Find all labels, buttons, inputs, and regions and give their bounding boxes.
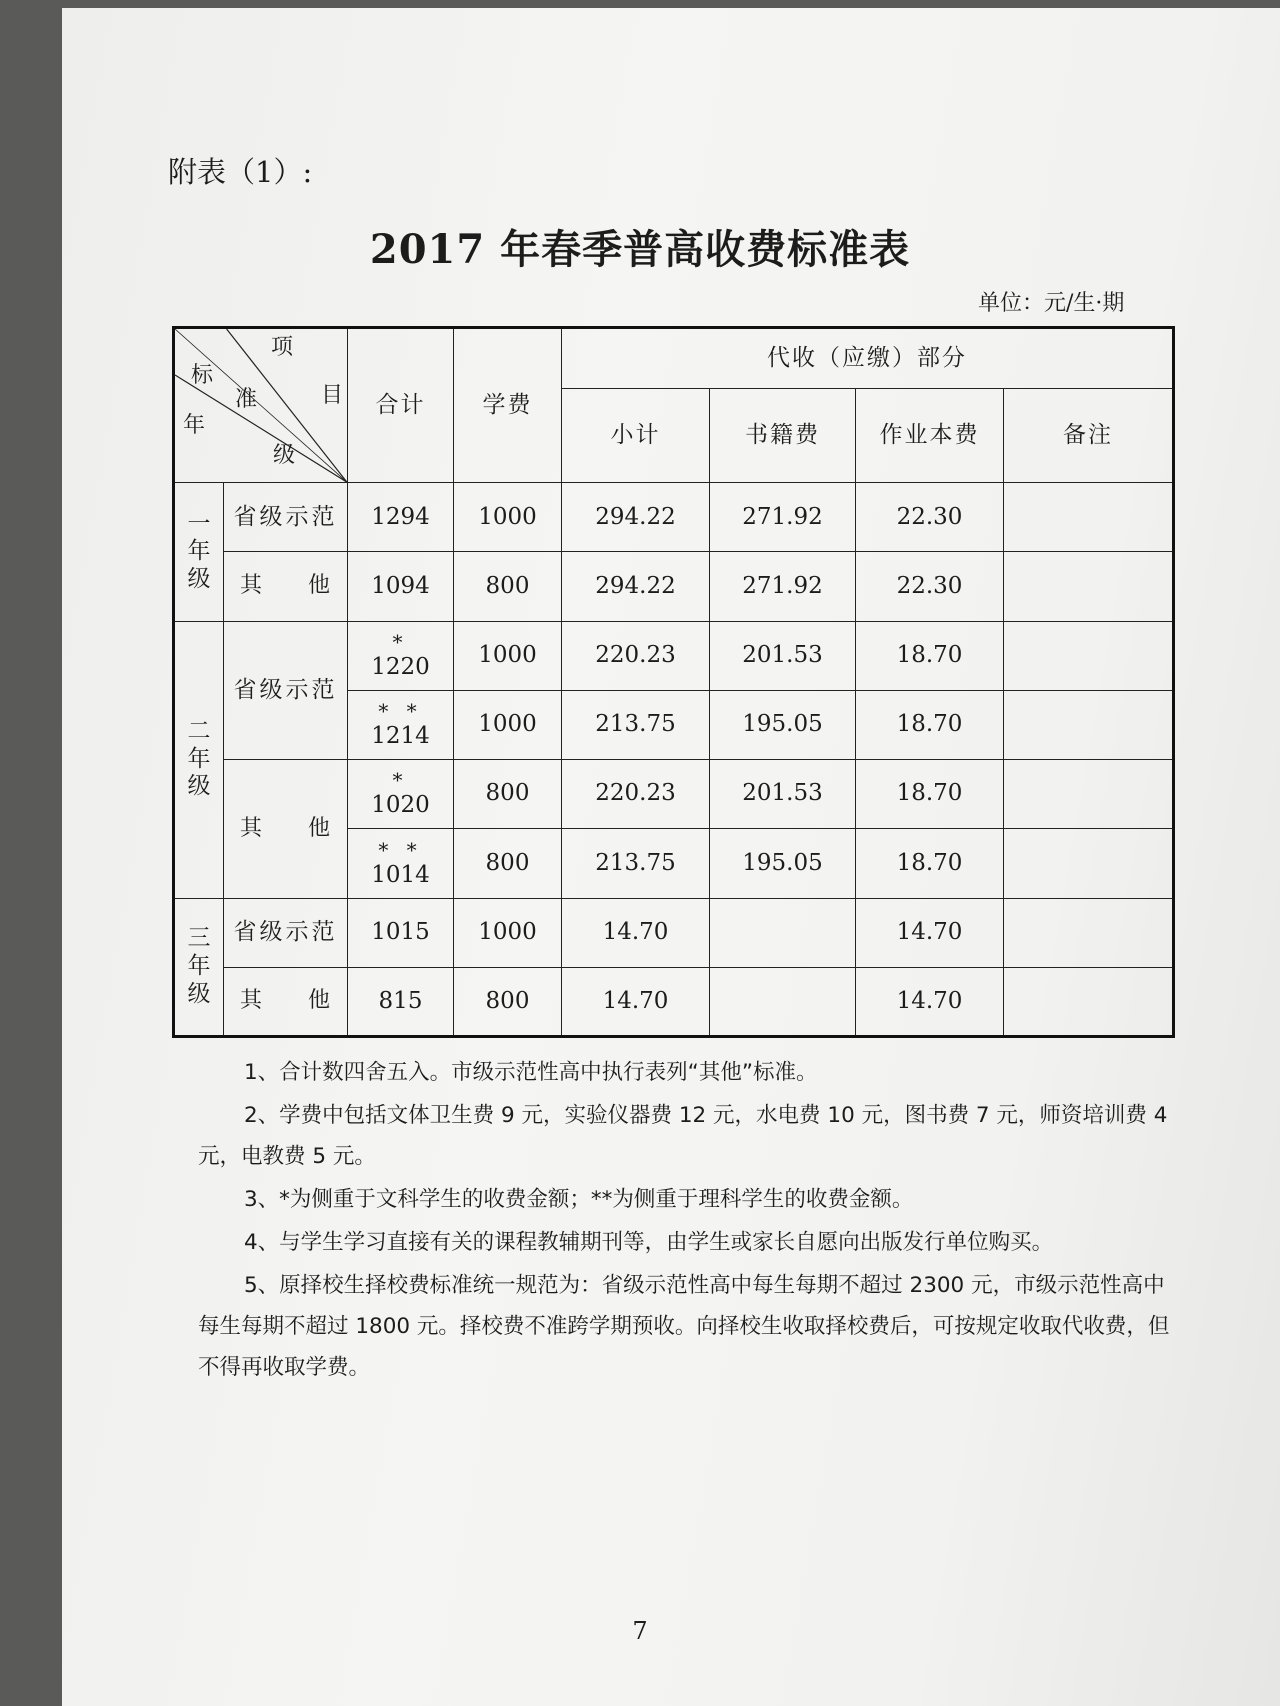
header-workbook: 作业本费: [856, 388, 1004, 482]
cell-workbook: 22.30: [856, 483, 1004, 552]
cell-total: * * 1214: [348, 690, 454, 759]
cell-workbook: 22.30: [856, 552, 1004, 621]
cell-tuition: 1000: [454, 483, 562, 552]
cell-remarks: [1004, 621, 1174, 690]
note-2: 2、学费中包括文体卫生费 9 元，实验仪器费 12 元，水电费 10 元，图书费 7 元，师资培训费 4 元，电教费 5 元。: [198, 1103, 1168, 1169]
table-row: [174, 967, 1174, 1036]
note-1: 1、合计数四舍五入。市级示范性高中执行表列“其他”标准。: [244, 1060, 818, 1085]
cell-subtotal: 294.22: [562, 483, 710, 552]
cell-total: * 1220: [348, 621, 454, 690]
header-row-1: [174, 328, 1174, 389]
cell-books: 195.05: [710, 690, 856, 759]
note-3: 3、*为侧重于文科学生的收费金额；**为侧重于理科学生的收费金额。: [244, 1187, 914, 1212]
cell-remarks: [1004, 760, 1174, 829]
cell-remarks: [1004, 690, 1174, 759]
table-row: [174, 621, 1174, 690]
diagonal-header-cell: [174, 328, 348, 483]
cell-books: 201.53: [710, 760, 856, 829]
cell-remarks: [1004, 967, 1174, 1036]
note-4: 4、与学生学习直接有关的课程教辅期刊等，由学生或家长自愿向出版发行单位购买。: [244, 1230, 1054, 1255]
header-total: 合计: [348, 328, 454, 483]
cell-subtotal: 220.23: [562, 621, 710, 690]
cell-remarks: [1004, 483, 1174, 552]
cell-subtotal: 213.75: [562, 690, 710, 759]
type-other: 其 他: [224, 967, 348, 1036]
header-books: 书籍费: [710, 388, 856, 482]
diag-label-nian: 年: [183, 413, 206, 438]
type-other: 其 他: [224, 552, 348, 621]
cell-books: 195.05: [710, 829, 856, 898]
cell-books: 271.92: [710, 483, 856, 552]
appendix-label: 附表（1）:: [168, 155, 313, 189]
page-title: 2017 年春季普高收费标准表: [369, 226, 911, 273]
diag-label-standard: 标: [191, 363, 214, 388]
cell-workbook: 18.70: [856, 690, 1004, 759]
cell-total: * * 1014: [348, 829, 454, 898]
cell-subtotal: 213.75: [562, 829, 710, 898]
cell-total: 1294: [348, 483, 454, 552]
table-row: [174, 760, 1174, 829]
grade-2-label: 二 年 级: [174, 621, 224, 898]
header-collection: 代收（应缴）部分: [562, 328, 1174, 389]
header-remarks: 备注: [1004, 388, 1174, 482]
cell-remarks: [1004, 829, 1174, 898]
cell-total: 1094: [348, 552, 454, 621]
cell-total: * 1020: [348, 760, 454, 829]
diag-label-item: 项: [271, 335, 294, 360]
cell-books: [710, 898, 856, 967]
cell-subtotal: 14.70: [562, 898, 710, 967]
diag-label-ji: 级: [273, 443, 296, 468]
note-5: 5、原择校生择校费标准统一规范为：省级示范性高中每生每期不超过 2300 元，市级示范性高中每生每期不超过 1800 元。择校费不准跨学期预收。向择校生收取择校费后，可按规定收取代收费，但不得再收取学费。: [198, 1273, 1170, 1380]
cell-workbook: 18.70: [856, 760, 1004, 829]
cell-subtotal: 220.23: [562, 760, 710, 829]
grade-3-label: 三 年 级: [174, 898, 224, 1036]
diag-label-mu: 目: [321, 383, 344, 408]
table-row: [174, 483, 1174, 552]
cell-tuition: 1000: [454, 898, 562, 967]
cell-tuition: 800: [454, 967, 562, 1036]
cell-total: 815: [348, 967, 454, 1036]
fee-table: [172, 326, 1175, 1038]
type-provincial: 省级示范: [224, 621, 348, 759]
cell-workbook: 18.70: [856, 621, 1004, 690]
cell-tuition: 800: [454, 829, 562, 898]
cell-books: 271.92: [710, 552, 856, 621]
header-subtotal: 小计: [562, 388, 710, 482]
table-row: [174, 552, 1174, 621]
cell-tuition: 800: [454, 760, 562, 829]
cell-tuition: 1000: [454, 690, 562, 759]
table-row: [174, 898, 1174, 967]
page-number: 7: [632, 1617, 648, 1645]
cell-total: 1015: [348, 898, 454, 967]
type-provincial: 省级示范: [224, 483, 348, 552]
notes-section: [198, 1052, 1178, 1390]
cell-books: [710, 967, 856, 1036]
cell-remarks: [1004, 898, 1174, 967]
diag-label-zhun: 准: [235, 387, 258, 412]
cell-workbook: 18.70: [856, 829, 1004, 898]
cell-subtotal: 294.22: [562, 552, 710, 621]
grade-1-label: 一 年 级: [174, 483, 224, 621]
header-tuition: 学费: [454, 328, 562, 483]
cell-books: 201.53: [710, 621, 856, 690]
type-provincial: 省级示范: [224, 898, 348, 967]
cell-remarks: [1004, 552, 1174, 621]
cell-tuition: 1000: [454, 621, 562, 690]
cell-workbook: 14.70: [856, 967, 1004, 1036]
cell-subtotal: 14.70: [562, 967, 710, 1036]
cell-workbook: 14.70: [856, 898, 1004, 967]
unit-note: 单位：元/生·期: [978, 291, 1125, 316]
type-other: 其 他: [224, 760, 348, 898]
cell-tuition: 800: [454, 552, 562, 621]
